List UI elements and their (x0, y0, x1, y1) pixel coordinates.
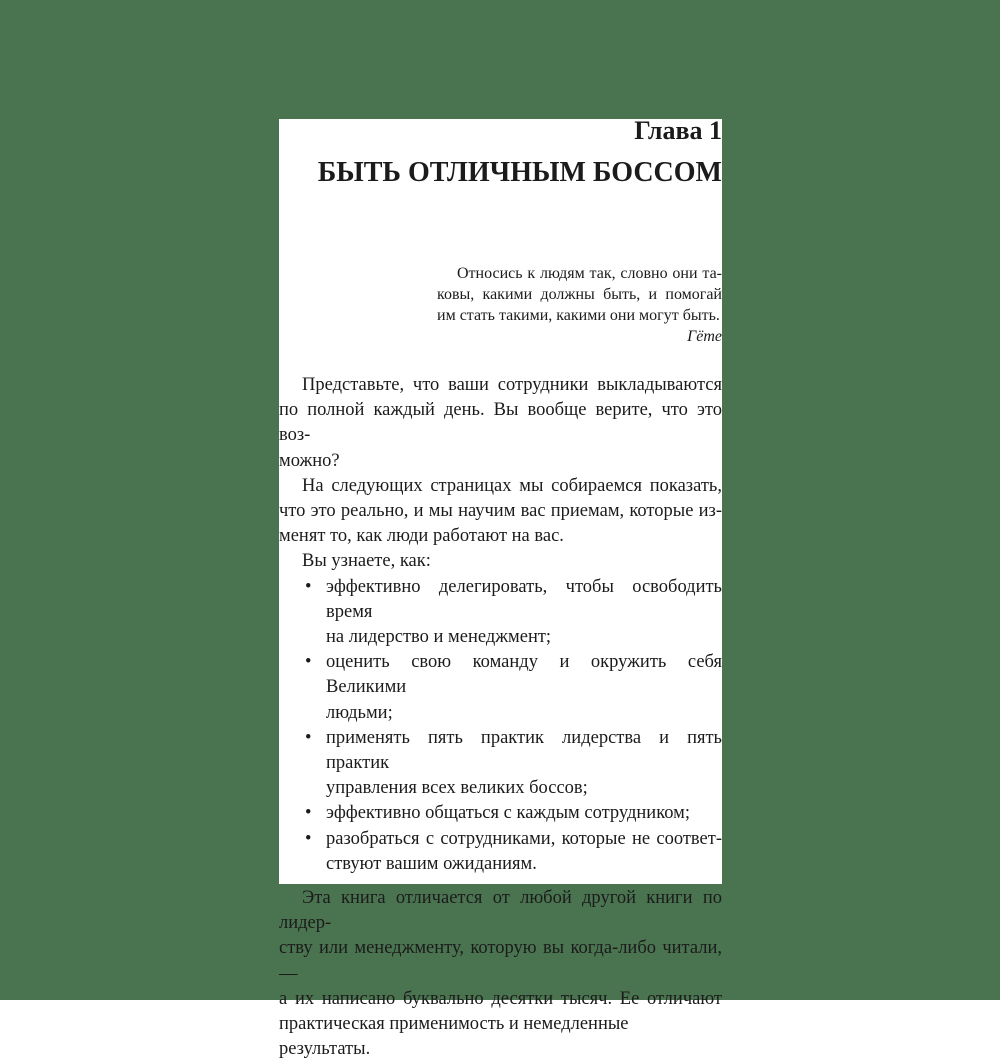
bullet-icon: • (305, 576, 312, 597)
paragraph (279, 474, 722, 550)
list-item-line: применять пять практик лидерства и пять практик (326, 727, 722, 774)
epigraph-attribution: Гёте (687, 328, 722, 345)
paragraph-line: менят то, как люди работают на вас. (279, 526, 564, 547)
bullet-icon: • (305, 803, 312, 824)
paragraph-line: а их написано буквально десятки тысяч. Ее отличают (279, 988, 722, 1009)
paragraph-line: Представьте, что ваши сотрудники выкладываются (302, 375, 722, 395)
closing-paragraph (279, 886, 722, 1062)
bullet-icon: • (305, 652, 312, 673)
paragraph-line: Эта книга отличается от любой другой книги по лидер- (279, 888, 722, 934)
epigraph-line: Относись к людям так, словно они та- (457, 265, 722, 282)
list-item (279, 650, 722, 726)
paragraph-line: можно? (279, 450, 340, 471)
epigraph (437, 263, 722, 347)
list-item-line: управления всех великих боссов; (326, 778, 588, 799)
list-item-line: людьми; (326, 702, 393, 723)
epigraph-line: ковы, какими должны быть, и помогай (437, 286, 722, 303)
list-item-line: ствуют вашим ожиданиям. (326, 853, 537, 874)
paragraph-line: по полной каждый день. Вы вообще верите, что это воз- (279, 400, 722, 446)
list-item-line: разобраться с сотрудниками, которые не соответ- (326, 828, 722, 849)
list-item-line: эффективно общаться с каждым сотрудником; (326, 803, 690, 824)
paragraph-line: практическая применимость и немедленные результаты. (279, 1014, 629, 1060)
list-item-line: на лидерство и менеджмент; (326, 627, 552, 648)
list-item (279, 827, 722, 877)
list-item (279, 801, 722, 826)
list-item (279, 726, 722, 802)
paragraph-line: На следующих страницах мы собираемся показать, (302, 475, 722, 496)
paragraph-line: Вы узнаете, как: (302, 551, 431, 572)
list-item-line: оценить свою команду и окружить себя Великими (326, 652, 722, 698)
paragraph-line: что это реально, и мы научим вас приемам, которые из- (279, 501, 722, 522)
list-item (279, 575, 722, 651)
paragraph (279, 373, 722, 474)
list-item-line: эффективно делегировать, чтобы освободить время (326, 576, 722, 622)
book-page (279, 116, 722, 1060)
bullet-icon: • (305, 828, 312, 849)
epigraph-line: им стать такими, какими они могут быть. (437, 307, 720, 324)
bullet-icon: • (305, 727, 312, 748)
paragraph (279, 549, 722, 574)
paragraph-line: ству или менеджменту, которую вы когда-либо читали, — (279, 938, 722, 984)
body-text (279, 373, 722, 1062)
epigraph-text (437, 263, 722, 326)
chapter-number: Глава 1 (634, 116, 722, 145)
chapter-title: БЫТЬ ОТЛИЧНЫМ БОССОМ (317, 157, 722, 188)
